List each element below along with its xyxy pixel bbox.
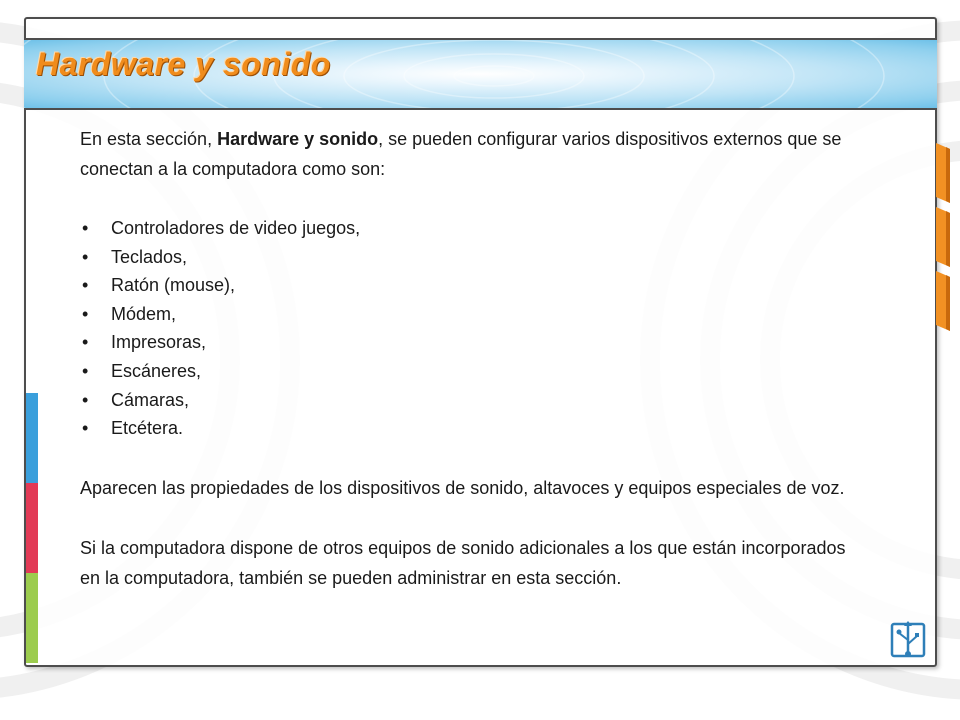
- list-item: [80, 214, 870, 243]
- bullet-icon: •: [82, 360, 89, 381]
- orange-tab-3: [936, 271, 950, 331]
- side-stripe-blue: [26, 393, 38, 483]
- list-item: [80, 271, 870, 300]
- orange-tab-1: [936, 143, 950, 203]
- slide-content: [80, 124, 870, 593]
- bullet-icon: •: [82, 332, 89, 353]
- bullet-icon: •: [82, 418, 89, 439]
- list-item-text: Escáneres,: [111, 360, 202, 381]
- bullet-icon: •: [82, 389, 89, 410]
- list-item: [80, 243, 870, 272]
- intro-suffix: , se pueden configurar varios dispositivos externos que se conectan a la computadora como son:: [80, 129, 842, 179]
- list-item: [80, 386, 870, 415]
- side-stripe-red: [26, 483, 38, 573]
- properties-paragraph: Aparecen las propiedades de los dispositivos de sonido, altavoces y equipos especiales de voz.: [80, 477, 845, 498]
- list-item-text: Ratón (mouse),: [111, 275, 236, 296]
- list-item-text: Módem,: [111, 303, 177, 324]
- slide-title: Hardware y sonido: [36, 46, 331, 82]
- list-item-text: Cámaras,: [111, 389, 190, 410]
- intro-prefix: En esta sección,: [80, 129, 218, 149]
- list-item: [80, 357, 870, 386]
- list-item-text: Etcétera.: [111, 418, 184, 439]
- list-item: [80, 300, 870, 329]
- list-item-text: Teclados,: [111, 246, 188, 267]
- intro-bold: Hardware y sonido: [217, 129, 379, 149]
- bullet-icon: •: [82, 303, 89, 324]
- bullet-icon: •: [82, 275, 89, 296]
- title-bar: [24, 38, 937, 110]
- usb-network-icon: [890, 620, 928, 660]
- intro-paragraph: [80, 124, 870, 184]
- additional-equipment-paragraph: Si la computadora dispone de otros equipos de sonido adicionales a los que están incorporados en la computadora, también se pueden administrar en esta sección.: [80, 537, 846, 588]
- list-item: [80, 328, 870, 357]
- orange-tab-2: [936, 207, 950, 267]
- list-item-text: Controladores de video juegos,: [111, 218, 361, 238]
- list-item-text: Impresoras,: [111, 332, 207, 353]
- list-item: [80, 414, 870, 443]
- device-list: [80, 214, 870, 443]
- bullet-icon: •: [82, 218, 89, 238]
- side-stripe-green: [26, 573, 38, 663]
- bullet-icon: •: [82, 246, 89, 267]
